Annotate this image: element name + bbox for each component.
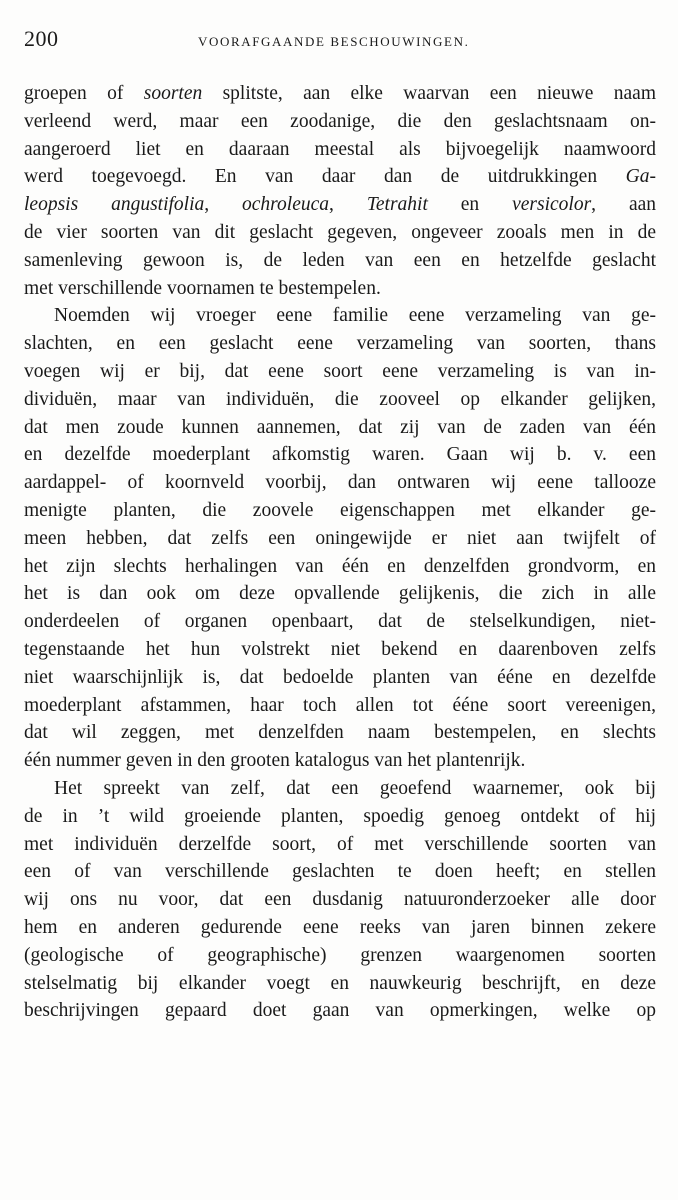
running-head: VOORAFGAANDE BESCHOUWINGEN. — [198, 34, 470, 49]
page-header — [24, 26, 652, 56]
text-line: aangeroerd liet en daaraan meestal als bijvoegelijk naamwoord — [24, 138, 656, 160]
text-line: wij ons nu voor, dat een dusdanig natuuronderzoeker alle door — [24, 889, 656, 911]
text-line: verleend werd, maar een zoodanige, die den geslachtsnaam on- — [24, 110, 656, 132]
text-line: menigte planten, die zoovele eigenschappen met elkander ge- — [24, 499, 656, 521]
text-line: aardappel- of koornveld voorbij, dan ontwaren wij eene tallooze — [24, 472, 656, 494]
text-line: dat wil zeggen, met denzelfden naam bestempelen, en slechts — [24, 722, 656, 744]
text-line: niet waarschijnlijk is, dat bedoelde planten van ééne en dezelfde — [24, 666, 656, 688]
page-number: 200 — [24, 26, 59, 51]
text-line: dividuën, maar van individuën, die zooveel op elkander gelijken, — [24, 388, 656, 410]
text-line: met individuën derzelfde soort, of met verschillende soorten van — [24, 833, 656, 855]
text-line: slachten, en een geslacht eene verzameling van soorten, thans — [24, 333, 656, 355]
text-line: voegen wij er bij, dat eene soort eene verzameling is van in- — [24, 360, 656, 382]
text-line: met verschillende voornamen te bestempelen. — [24, 277, 381, 299]
text-line: beschrijvingen gepaard doet gaan van opmerkingen, welke op — [24, 1000, 656, 1022]
text-line: moederplant afstammen, haar toch allen tot ééne soort vereenigen, — [24, 694, 656, 716]
text-line: het zijn slechts herhalingen van één en denzelfden grondvorm, en — [24, 555, 656, 577]
text-line: Noemden wij vroeger eene familie eene verzameling van ge- — [54, 305, 656, 327]
text-line: groepen of soorten splitste, aan elke waarvan een nieuwe naam — [24, 83, 656, 104]
text-line: samenleving gewoon is, de leden van een en hetzelfde geslacht — [24, 249, 656, 271]
text-line: stelselmatig bij elkander voegt en nauwkeurig beschrijft, en deze — [24, 972, 656, 994]
text-line: onderdeelen of organen openbaart, dat de stelselkundigen, niet- — [24, 611, 656, 633]
text-line: het is dan ook om deze opvallende gelijkenis, die zich in alle — [24, 583, 656, 605]
body-text — [24, 80, 656, 1025]
text-line: de in ’t wild groeiende planten, spoedig genoeg ontdekt of hij — [24, 805, 656, 827]
text-line: leopsis angustifolia, ochroleuca, Tetrahit en versicolor, aan — [24, 194, 657, 216]
text-line: tegenstaande het hun volstrekt niet bekend en daarenboven zelfs — [24, 638, 656, 660]
text-line: een of van verschillende geslachten te doen heeft; en stellen — [24, 861, 656, 883]
text-line: één nummer geven in den grooten katalogus van het plantenrijk. — [24, 750, 526, 772]
text-line: dat men zoude kunnen aannemen, dat zij van de zaden van één — [24, 416, 656, 438]
text-line: Het spreekt van zelf, dat een geoefend waarnemer, ook bij — [54, 777, 656, 799]
text-line: de vier soorten van dit geslacht gegeven, ongeveer zooals men in de — [24, 221, 656, 243]
text-line: (geologische of geographische) grenzen waargenomen soorten — [24, 944, 656, 966]
text-line: hem en anderen gedurende eene reeks van jaren binnen zekere — [24, 916, 656, 938]
text-line: meen hebben, dat zelfs een oningewijde er niet aan twijfelt of — [24, 527, 656, 549]
text-line: en dezelfde moederplant afkomstig waren. Gaan wij b. v. een — [24, 444, 656, 466]
text-line: werd toegevoegd. En van daar dan de uitdrukkingen Ga- — [24, 166, 656, 188]
